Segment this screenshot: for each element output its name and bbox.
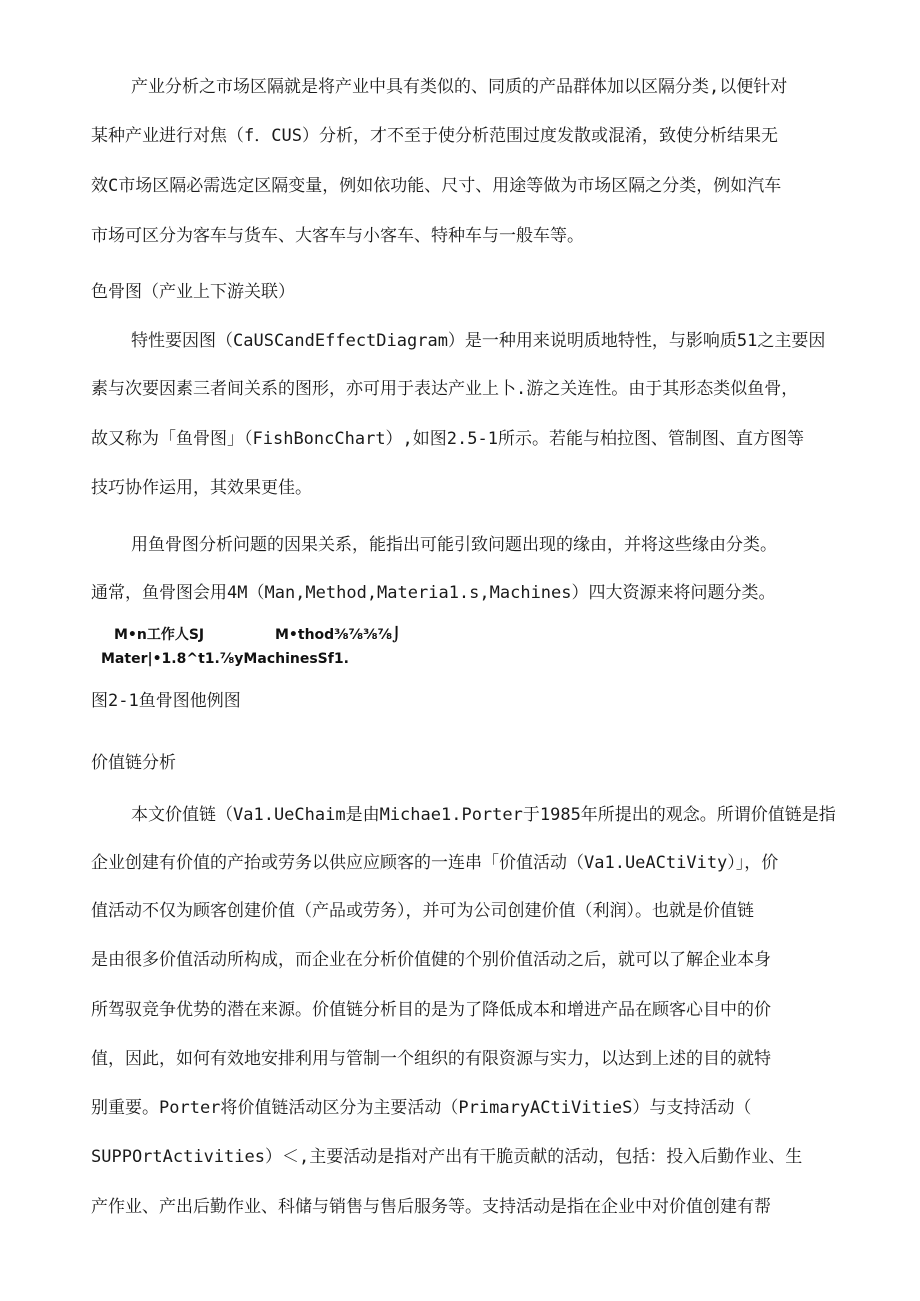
figure-label-bottom: Mater|•1.8^t1.⅞yMachinesSf1. [101,651,349,667]
text-line: 用鱼骨图分析问题的因果关系，能指出可能引致问题出现的缘由，并将这些缘由分类。 [131,535,777,555]
text-line: 故又称为「鱼骨图」（FishBoncChart）,如图2.5-1所示。若能与柏拉图、管制图、直方图等 [91,429,804,449]
text-line: 本文价值链（Va1.UeChaim是由Michae1.Porter于1985年所提出的观念。所谓价值链是指 [131,805,836,825]
figure-caption: 图2-1鱼骨图他例图 [91,691,241,711]
text-line: 特性要因图（CaUSCandEffectDiagram）是一种用来说明质地特性，与影响质51之主要因 [131,331,826,351]
figure-label-man: M•n工作人SJ [114,627,205,643]
section-heading-value-chain: 价值链分析 [91,753,176,773]
text-line: 值，因此，如何有效地安排利用与管制一个组织的有限资源与实力，以达到上述的目的就特 [91,1049,771,1069]
text-line: 值活动不仅为顾客创建价值（产品或劳务），并可为公司创建价值（利润）。也就是价值链 [91,901,754,921]
text-line: SUPPOrtActivities）＜,主要活动是指对产出有干脆贡献的活动，包括：投入后勤作业、生 [91,1147,803,1167]
section-heading-fishbone: 色骨图（产业上下游关联） [91,282,295,302]
text-line: 产业分析之市场区隔就是将产业中具有类似的、同质的产品群体加以区隔分类,以便针对 [131,77,788,97]
text-line: 素与次要因素三者间关系的图形，亦可用于表达产业上卜.游之关连性。由于其形态类似鱼骨， [91,379,799,399]
text-line: 某种产业进行对焦（f．CUS）分析，才不至于使分析范围过度发散或混淆，致使分析结果无 [91,126,778,146]
text-line: 技巧协作运用，其效果更佳。 [91,478,312,498]
text-line: 企业创建有价值的产抬或劳务以供应应顾客的一连串「价值活动（Va1.UeACtiVity）」，价 [91,853,779,873]
text-line: 别重要。Porter将价值链活动区分为主要活动（PrimaryACtiVitieS）与支持活动（ [91,1098,752,1118]
text-line: 产作业、产出后勤作业、科储与销售与售后服务等。支持活动是指在企业中对价值创建有帮 [91,1197,771,1217]
text-line: 通常，鱼骨图会用4M（Man,Method,Materia1.s,Machines）四大资源来将问题分类。 [91,583,776,603]
figure-label-method: M•thod⅜⅞⅜⅞⌡ [275,627,401,643]
text-line: 市场可区分为客车与货车、大客车与小客车、特种车与一般车等。 [91,226,584,246]
text-line: 效C市场区隔必需选定区隔变量，例如依功能、尺寸、用途等做为市场区隔之分类，例如汽车 [91,176,782,196]
text-line: 是由很多价值活动所构成，而企业在分析价值健的个别价值活动之后，就可以了解企业本身 [91,950,771,970]
text-line: 所驾驭竞争优势的潜在来源。价值链分析目的是为了降低成本和增进产品在顾客心目中的价 [91,1000,771,1020]
